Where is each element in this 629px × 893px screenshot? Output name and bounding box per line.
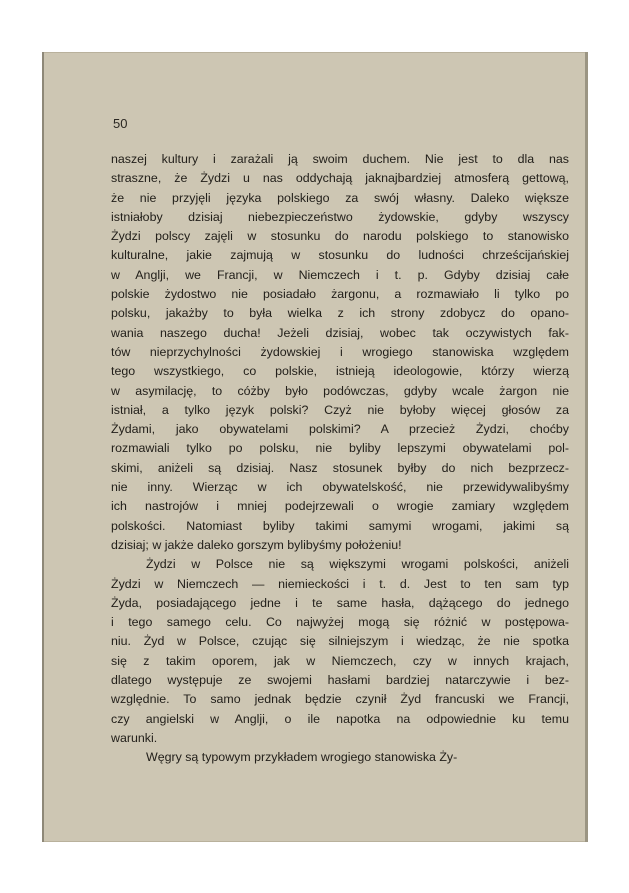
text-line: nie inny. Wierząc w ich obywatelskość, nie przewidywalibyśmy	[111, 480, 569, 495]
text-line: niu. Żyd w Polsce, czując się silniejszym i wiedząc, że nie spotka	[111, 634, 569, 649]
text-line: kulturalne, jakie zajmują w stosunku do ludności chrześcijańskiej	[111, 248, 569, 263]
text-line: względnie. To samo jednak będzie czynił Żyd francuski we Francji,	[111, 692, 569, 707]
text-line: istniałoby dzisiaj niebezpieczeństwo żydowskie, gdyby wszyscy	[111, 209, 569, 224]
text-line: warunki.	[111, 730, 158, 745]
page-right-edge	[585, 52, 588, 842]
text-line: Węgry są typowym przykładem wrogiego stanowiska Ży-	[146, 750, 458, 765]
text-line: Żydami, jako obywatelami polskimi? A przecież Żydzi, choćby	[111, 422, 569, 437]
body-text	[111, 150, 569, 768]
text-line: wania naszego ducha! Jeżeli dzisiaj, wobec tak oczywistych fak-	[111, 325, 569, 340]
text-line: że nie przyjęli języka polskiego za swój własny. Daleko większe	[111, 190, 569, 205]
text-line: istniał, a tylko język polski? Czyż nie byłoby więcej głosów za	[111, 402, 569, 417]
text-line: polskości. Natomiast byliby takimi samymi wrogami, jakimi są	[111, 518, 569, 533]
text-line: czy angielski w Anglji, o ile napotka na odpowiednie ku temu	[111, 711, 569, 726]
text-line: naszej kultury i zarażali ją swoim duchem. Nie jest to dla nas	[111, 152, 569, 166]
text-line: polsku, jakażby to była wielka z ich strony zdobycz do opano-	[111, 306, 569, 321]
page-left-edge	[42, 52, 44, 842]
text-line: straszne, że Żydzi u nas oddychają jaknajbardziej atmosferą gettową,	[111, 171, 569, 186]
text-line: rozmawiali tylko po polsku, nie byliby lepszymi obywatelami pol-	[111, 441, 569, 456]
text-line: w Anglji, we Francji, w Niemczech i t. p. Gdyby dzisiaj całe	[111, 267, 569, 282]
page-number: 50	[113, 116, 128, 131]
text-line: i tego samego celu. Co najwyżej mogą się różnić w postępowa-	[111, 615, 569, 630]
text-line: tów nieprzychylności żydowskiej i wrogiego stanowiska względem	[111, 344, 569, 359]
text-line: dzisiaj; w jakże daleko gorszym bylibyśmy położeniu!	[111, 537, 402, 552]
text-line: skimi, aniżeli są dzisiaj. Nasz stosunek byłby do nich bezprzecz-	[111, 460, 569, 475]
text-line: w asymilację, to cóżby było podówczas, gdyby wcale żargon nie	[111, 383, 569, 398]
text-line: polskie żydostwo nie posiadało żargonu, a rozmawiało li tylko po	[111, 287, 569, 302]
text-line: się z takim oporem, jak w Niemczech, czy w innych krajach,	[111, 653, 569, 668]
text-line: tego wszystkiego, co polskie, istnieją ideologowie, którzy wierzą	[111, 364, 569, 379]
text-line: Żydzi polscy zajęli w stosunku do narodu polskiego to stanowisko	[111, 229, 569, 244]
text-line: Żydzi w Polsce nie są większymi wrogami polskości, aniżeli	[146, 557, 569, 572]
text-line: ich nastrojów i mniej podejrzewali o wrogie zamiary względem	[111, 499, 569, 514]
text-line: dlatego występuje ze swojemi hasłami bardziej natarczywie i bez-	[111, 673, 569, 688]
text-line: Żyda, posiadającego jedne i te same hasła, dążącego do jednego	[111, 595, 569, 610]
text-line: Żydzi w Niemczech — niemieckości i t. d. Jest to ten sam typ	[111, 576, 569, 591]
